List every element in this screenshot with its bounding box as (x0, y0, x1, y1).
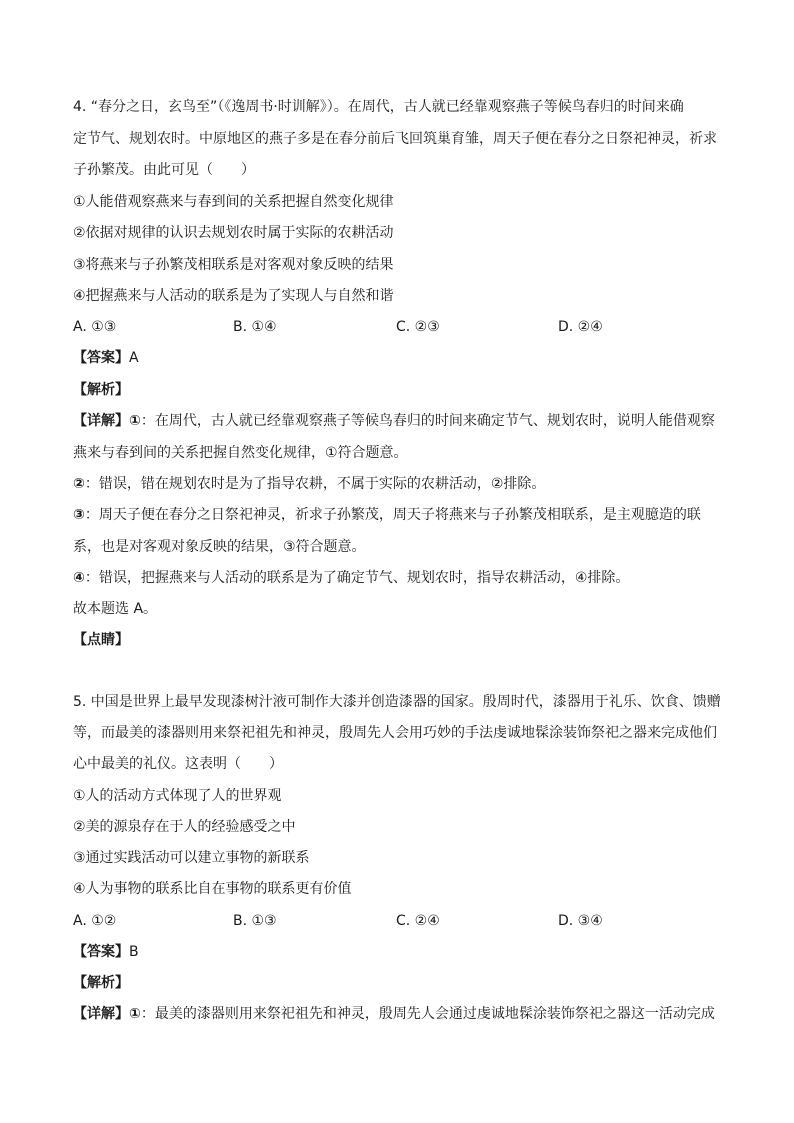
q5-stem-line-3: 心中最美的礼仪。这表明（ ） (73, 756, 283, 772)
q4-detail-tag: 【详解】 (73, 413, 129, 429)
q5-option-b: B. ①③ (233, 913, 277, 929)
q4-detail-line-6 (73, 568, 723, 588)
q4-detail-text: 燕来与春到间的关系把握自然变化规律，①符合题意。 (73, 445, 408, 461)
q5-stem-line-2: 等，而最美的漆器则用来祭祀祖先和神灵，殷周先人会用巧妙的手法虔诚地髹涂装饰祭祀之器来完成他们 (73, 725, 717, 741)
q4-stem-line-2: 定节气、规划农时。中原地区的燕子多是在春分前后飞回筑巢育雏，周天子便在春分之日祭祀神灵，祈求 (73, 131, 717, 147)
q4-detail-line-4 (73, 505, 723, 525)
q4-comment-tag: 【点睛】 (73, 632, 129, 648)
q4-option-c: C. ②③ (396, 319, 440, 335)
q5-answer-value: B (129, 944, 139, 960)
q4-statement-1: ①人能借观察燕来与春到间的关系把握自然变化规律 (73, 194, 394, 210)
q4-answer-value: A (129, 350, 139, 366)
q5-option-a: A. ①② (73, 913, 117, 929)
q5-answer (73, 942, 723, 962)
q4-stem-line-3: 子孙繁茂。由此可见（ ） (73, 162, 255, 178)
q4-detail-text: ：错误，把握燕来与人活动的联系是为了确定节气、规划农时，指导农耕活动，④排除。 (84, 570, 630, 586)
q4-statement-2: ②依据对规律的认识去规划农时属于实际的农耕活动 (73, 225, 394, 241)
q4-detail-text: ：在周代，古人就已经靠观察燕子等候鸟春归的时间来确定节气、规划农时，说明人能借观察 (140, 413, 715, 429)
q4-detail-num: ② (73, 476, 85, 492)
q4-answer (73, 348, 723, 368)
q4-stem-line-1: 4. “春分之日，玄鸟至”（《逸周书·时训解》）。在周代，古人就已经靠观察燕子等候鸟春归的时间来确 (73, 99, 684, 115)
q4-statement-3: ③将燕来与子孙繁茂相联系是对客观对象反映的结果 (73, 257, 394, 273)
q4-option-b: B. ①④ (233, 319, 277, 335)
q4-analysis-tag: 【解析】 (73, 382, 129, 398)
q4-option-a: A. ①③ (73, 319, 117, 335)
q4-detail-num: ① (129, 413, 141, 429)
q4-detail-line-3 (73, 474, 723, 494)
q4-detail-text: 系，也是对客观对象反映的结果，③符合题意。 (73, 539, 366, 555)
q5-detail-line-1 (73, 1004, 723, 1024)
q4-detail-text: ：周天子便在春分之日祭祀神灵，祈求子孙繁茂，周天子将燕来与子孙繁茂相联系，是主观臆造的联 (84, 507, 701, 523)
q4-statement-4: ④把握燕来与人活动的联系是为了实现人与自然和谐 (73, 288, 394, 304)
q5-stem-line-1: 5. 中国是世界上最早发现漆树汁液可制作大漆并创造漆器的国家。殷周时代，漆器用于礼乐、饮食、馈赠 (73, 694, 721, 710)
q5-statement-3: ③通过实践活动可以建立事物的新联系 (73, 850, 310, 866)
q4-detail-line-1 (73, 411, 723, 431)
q5-statement-4: ④人为事物的联系比自在事物的联系更有价值 (73, 881, 352, 897)
q4-detail-line-2 (73, 443, 723, 463)
q5-option-d: D. ③④ (558, 913, 603, 929)
q4-option-d: D. ②④ (558, 319, 603, 335)
q4-detail-num: ③ (73, 507, 85, 523)
q4-detail-text: ：错误，错在规划农时是为了指导农耕，不属于实际的农耕活动，②排除。 (84, 476, 546, 492)
q4-answer-tag: 【答案】 (73, 350, 129, 366)
q5-detail-tag: 【详解】 (73, 1006, 129, 1022)
q4-detail-num: ④ (73, 570, 85, 586)
q4-conclusion: 故本题选 A。 (73, 601, 158, 617)
q5-option-c: C. ②④ (396, 913, 440, 929)
q5-detail-num: ① (129, 1006, 141, 1022)
q5-statement-1: ①人的活动方式体现了人的世界观 (73, 788, 282, 804)
q5-analysis-tag: 【解析】 (73, 975, 129, 991)
q5-statement-2: ②美的源泉存在于人的经验感受之中 (73, 819, 296, 835)
q5-detail-text: ：最美的漆器则用来祭祀祖先和神灵，殷周先人会通过虔诚地髹涂装饰祭祀之器这一活动完成 (140, 1006, 715, 1022)
q4-detail-line-5 (73, 537, 723, 557)
q5-answer-tag: 【答案】 (73, 944, 129, 960)
